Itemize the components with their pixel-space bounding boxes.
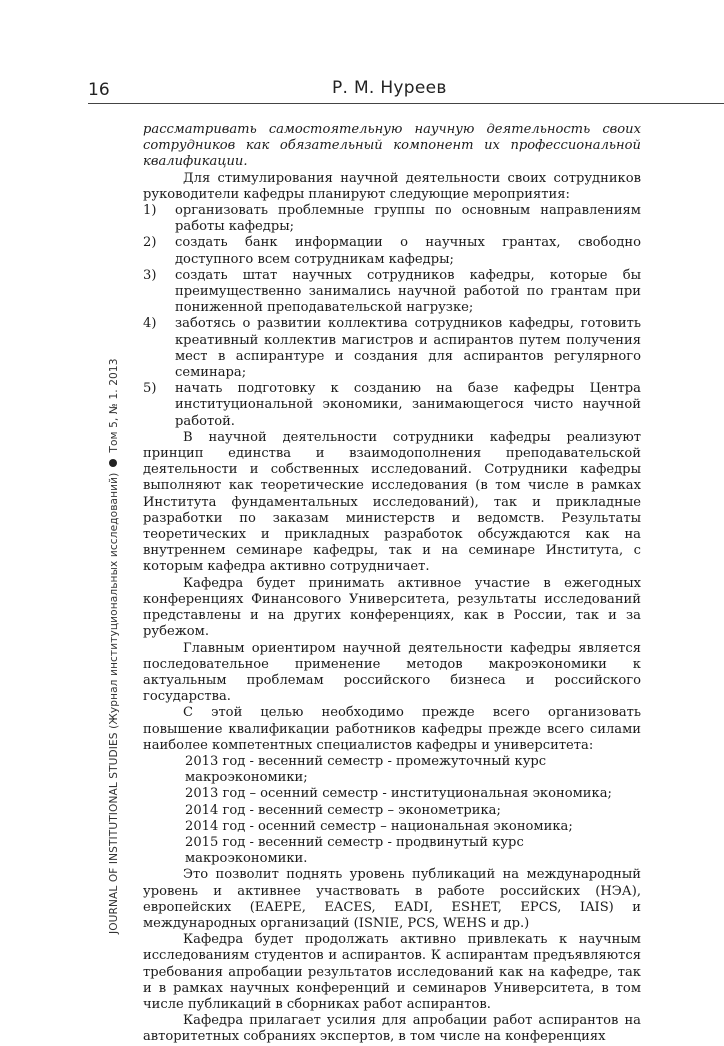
schedule-item: 2014 год - осенний семестр – национальная экономика;: [185, 818, 573, 834]
paragraph-conferences: Кафедра будет принимать активное участие в ежегодных конференциях Финансового Университета, результаты исследований представлены и на других конференциях, как в России, так и за рубежом.: [143, 575, 641, 640]
journal-volume: Том 5, № 1. 2013: [108, 358, 120, 453]
list-item-number: 4): [143, 316, 157, 332]
list-item-number: 5): [143, 381, 157, 397]
paragraph-publications: Это позволит поднять уровень публикаций на международный уровень и активнее участвовать в работе российских (НЭА), европейских (EAEPE, EACES, EADI, ESHET, EPCS, IAIS) и международных организаций (ISNIE, PCS, WEHS и др.): [143, 867, 641, 931]
journal-title: JOURNAL OF INSTITUTIONAL STUDIES (Журнал институциональных исследований): [108, 472, 120, 934]
list-item: [143, 316, 641, 381]
schedule-item: 2015 год - весенний семестр - продвинутый курс макроэкономики.: [185, 834, 524, 867]
paragraph-approbation: Кафедра прилагает усилия для апробации работ аспирантов на авторитетных собраниях экспертов, в том числе на конференциях: [143, 1013, 641, 1045]
paragraph-students: Кафедра будет продолжать активно привлекать к научным исследованиям студентов и аспирантов. К аспирантам предъявляются требования апробации результатов исследований как на кафедре, так и в рамках научных конференций и семинаров Университета, в том числе публикаций в сборниках работ аспирантов.: [143, 932, 641, 1012]
schedule-item: 2014 год - весенний семестр – эконометрика;: [185, 802, 501, 818]
paragraph-main-focus: Главным ориентиром научной деятельности кафедры является последовательное применение методов макроэкономики к актуальным проблемам российского бизнеса и российского государства.: [143, 640, 641, 705]
measures-list: [143, 203, 641, 430]
list-item: [143, 235, 641, 267]
paragraph-research-principle: В научной деятельности сотрудники кафедры реализуют принцип единства и взаимодополнения преподавательской деятельности и собственных исследований. Сотрудники кафедры выполняют как теоретические исследования (в том числе в рамках Института фундаментальных исследований), так и прикладные разработки по заказам министерств и ведомств. Результаты теоретических и прикладных разработок обсуждаются как на внутреннем семинаре кафедры, так и на семинаре Института, с которым кафедра активно сотрудничает.: [143, 429, 641, 575]
list-item-text: заботясь о развитии коллектива сотрудников кафедры, готовить креативный коллектив магистров и аспирантов путем получения мест в аспирантуре и создания для аспирантов регулярного семинара;: [175, 316, 641, 381]
article-body: [143, 122, 641, 1046]
bullet-icon: [109, 459, 117, 467]
course-schedule-list: [143, 754, 641, 867]
schedule-item: 2013 год - весенний семестр - промежуточный курс макроэкономики;: [185, 753, 547, 786]
list-item-number: 2): [143, 235, 157, 251]
list-item: [143, 203, 641, 235]
list-item: [143, 268, 641, 317]
journal-side-label: [108, 358, 120, 934]
paragraph-measures-intro: Для стимулирования научной деятельности своих сотрудников руководители кафедры планируют следующие мероприятия:: [143, 170, 641, 202]
page-header: [88, 78, 724, 104]
intro-italic-paragraph: рассматривать самостоятельную научную деятельность своих сотрудников как обязательный компонент их профессиональной квалификации.: [143, 122, 641, 170]
list-item-number: 3): [143, 267, 157, 283]
list-item-text: создать банк информации о научных грантах, свободно доступного всем сотрудникам кафедры;: [175, 235, 641, 267]
running-head-author: Р. М. Нуреев: [332, 78, 447, 98]
header-rule: [88, 103, 724, 104]
list-item: [143, 381, 641, 430]
schedule-item: 2013 год – осенний семестр - институциональная экономика;: [185, 786, 612, 802]
paragraph-qualification: С этой целью необходимо прежде всего организовать повышение квалификации работников кафедры прежде всего силами наиболее компетентных специалистов кафедры и университета:: [143, 705, 641, 753]
list-item-number: 1): [143, 203, 157, 219]
page-number: 16: [88, 80, 110, 100]
list-item-text: создать штат научных сотрудников кафедры, которые бы преимущественно занимались научной работой по грантам при пониженной преподавательской нагрузке;: [175, 267, 641, 316]
list-item-text: начать подготовку к созданию на базе кафедры Центра институциональной экономики, занимающегося чисто научной работой.: [175, 381, 641, 429]
list-item-text: организовать проблемные группы по основным направлениям работы кафедры;: [175, 203, 641, 235]
